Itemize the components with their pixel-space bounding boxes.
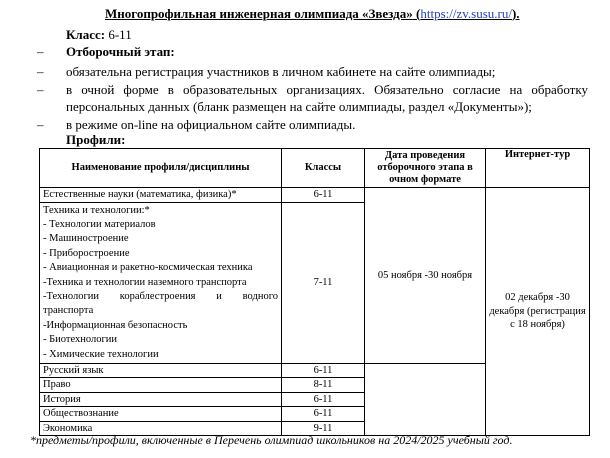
- header-profile: Наименование профиля/дисциплины: [40, 149, 282, 188]
- profile-grades: 8-11: [282, 378, 365, 393]
- header-internet: Интернет-тур: [486, 149, 590, 188]
- profile-tech: [40, 202, 282, 363]
- profile-grades: 6-11: [282, 392, 365, 407]
- olympiad-link[interactable]: https://zv.susu.ru/: [420, 6, 512, 21]
- tech-item: - Химические технологии: [43, 348, 159, 360]
- stage-title: Отборочный этап:: [66, 44, 175, 59]
- tech-item: -Технологии кораблестроения и водного: [43, 290, 278, 302]
- tech-title: Техника и технологии:*: [43, 204, 150, 216]
- profile-grades: 6-11: [282, 407, 365, 422]
- profile-grades: 6-11: [282, 188, 365, 203]
- grade-label: Класс:: [66, 27, 106, 42]
- header-grades: Классы: [282, 149, 365, 188]
- profile-grades: 6-11: [282, 363, 365, 378]
- document-title: Многопрофильная инженерная олимпиада «Звезда» (https://zv.susu.ru/).: [105, 6, 520, 21]
- profile-name: Экономика: [40, 421, 282, 436]
- date-ochno: 05 ноября -30 ноября: [365, 188, 486, 364]
- grade-value: 6-11: [105, 27, 132, 42]
- tech-item: - Машиностроение: [43, 233, 129, 245]
- profile-name: Естественные науки (математика, физика)*: [40, 188, 282, 203]
- tech-item: -Информационная безопасность: [43, 319, 188, 331]
- header-date: Дата проведения отборочного этапа в очном формате: [365, 149, 486, 188]
- stage-item: обязательна регистрация участников в личном кабинете на сайте олимпиады;: [66, 64, 496, 79]
- profile-name: Право: [40, 378, 282, 393]
- stage-item-continued: персональных данных (бланк размещен на сайте олимпиады, раздел «Документы»);: [66, 99, 532, 114]
- internet-tour: 02 декабря -30 декабря (регистрация с 18 ноября): [486, 188, 590, 436]
- tech-item: -Техника и технологии наземного транспорта: [43, 276, 247, 288]
- tech-item: - Технологии материалов: [43, 218, 156, 230]
- olympiad-name: Многопрофильная инженерная олимпиада «Звезда»: [105, 6, 413, 21]
- footnote: *предметы/профили, включенные в Перечень олимпиад школьников на 2024/2025 учебный год.: [30, 433, 513, 447]
- tech-item: - Приборостроение: [43, 247, 130, 259]
- bullet-dash: –: [37, 117, 44, 132]
- profile-name: История: [40, 392, 282, 407]
- profile-name: Обществознание: [40, 407, 282, 422]
- grade-line: [66, 27, 132, 43]
- profile-name: Русский язык: [40, 363, 282, 378]
- tech-item: - Биотехнологии: [43, 334, 118, 346]
- table-row: [40, 188, 590, 203]
- table-header-row: [40, 149, 590, 188]
- bullet-dash: –: [37, 82, 44, 97]
- profiles-heading: Профили:: [66, 132, 126, 147]
- profiles-table: [39, 148, 590, 436]
- tech-item: - Авиационная и ракетно-космическая техника: [43, 262, 253, 274]
- stage-item: в очной форме в образовательных организациях. Обязательно согласие на обработку: [66, 82, 588, 97]
- stage-item: в режиме on-line на официальном сайте олимпиады.: [66, 117, 356, 132]
- profile-grades: 9-11: [282, 421, 365, 436]
- profile-grades: 7-11: [282, 202, 365, 363]
- date-empty: [365, 363, 486, 436]
- bullet-dash: –: [37, 64, 44, 79]
- tech-item: транспорта: [43, 305, 94, 317]
- bullet-dash: –: [37, 44, 44, 59]
